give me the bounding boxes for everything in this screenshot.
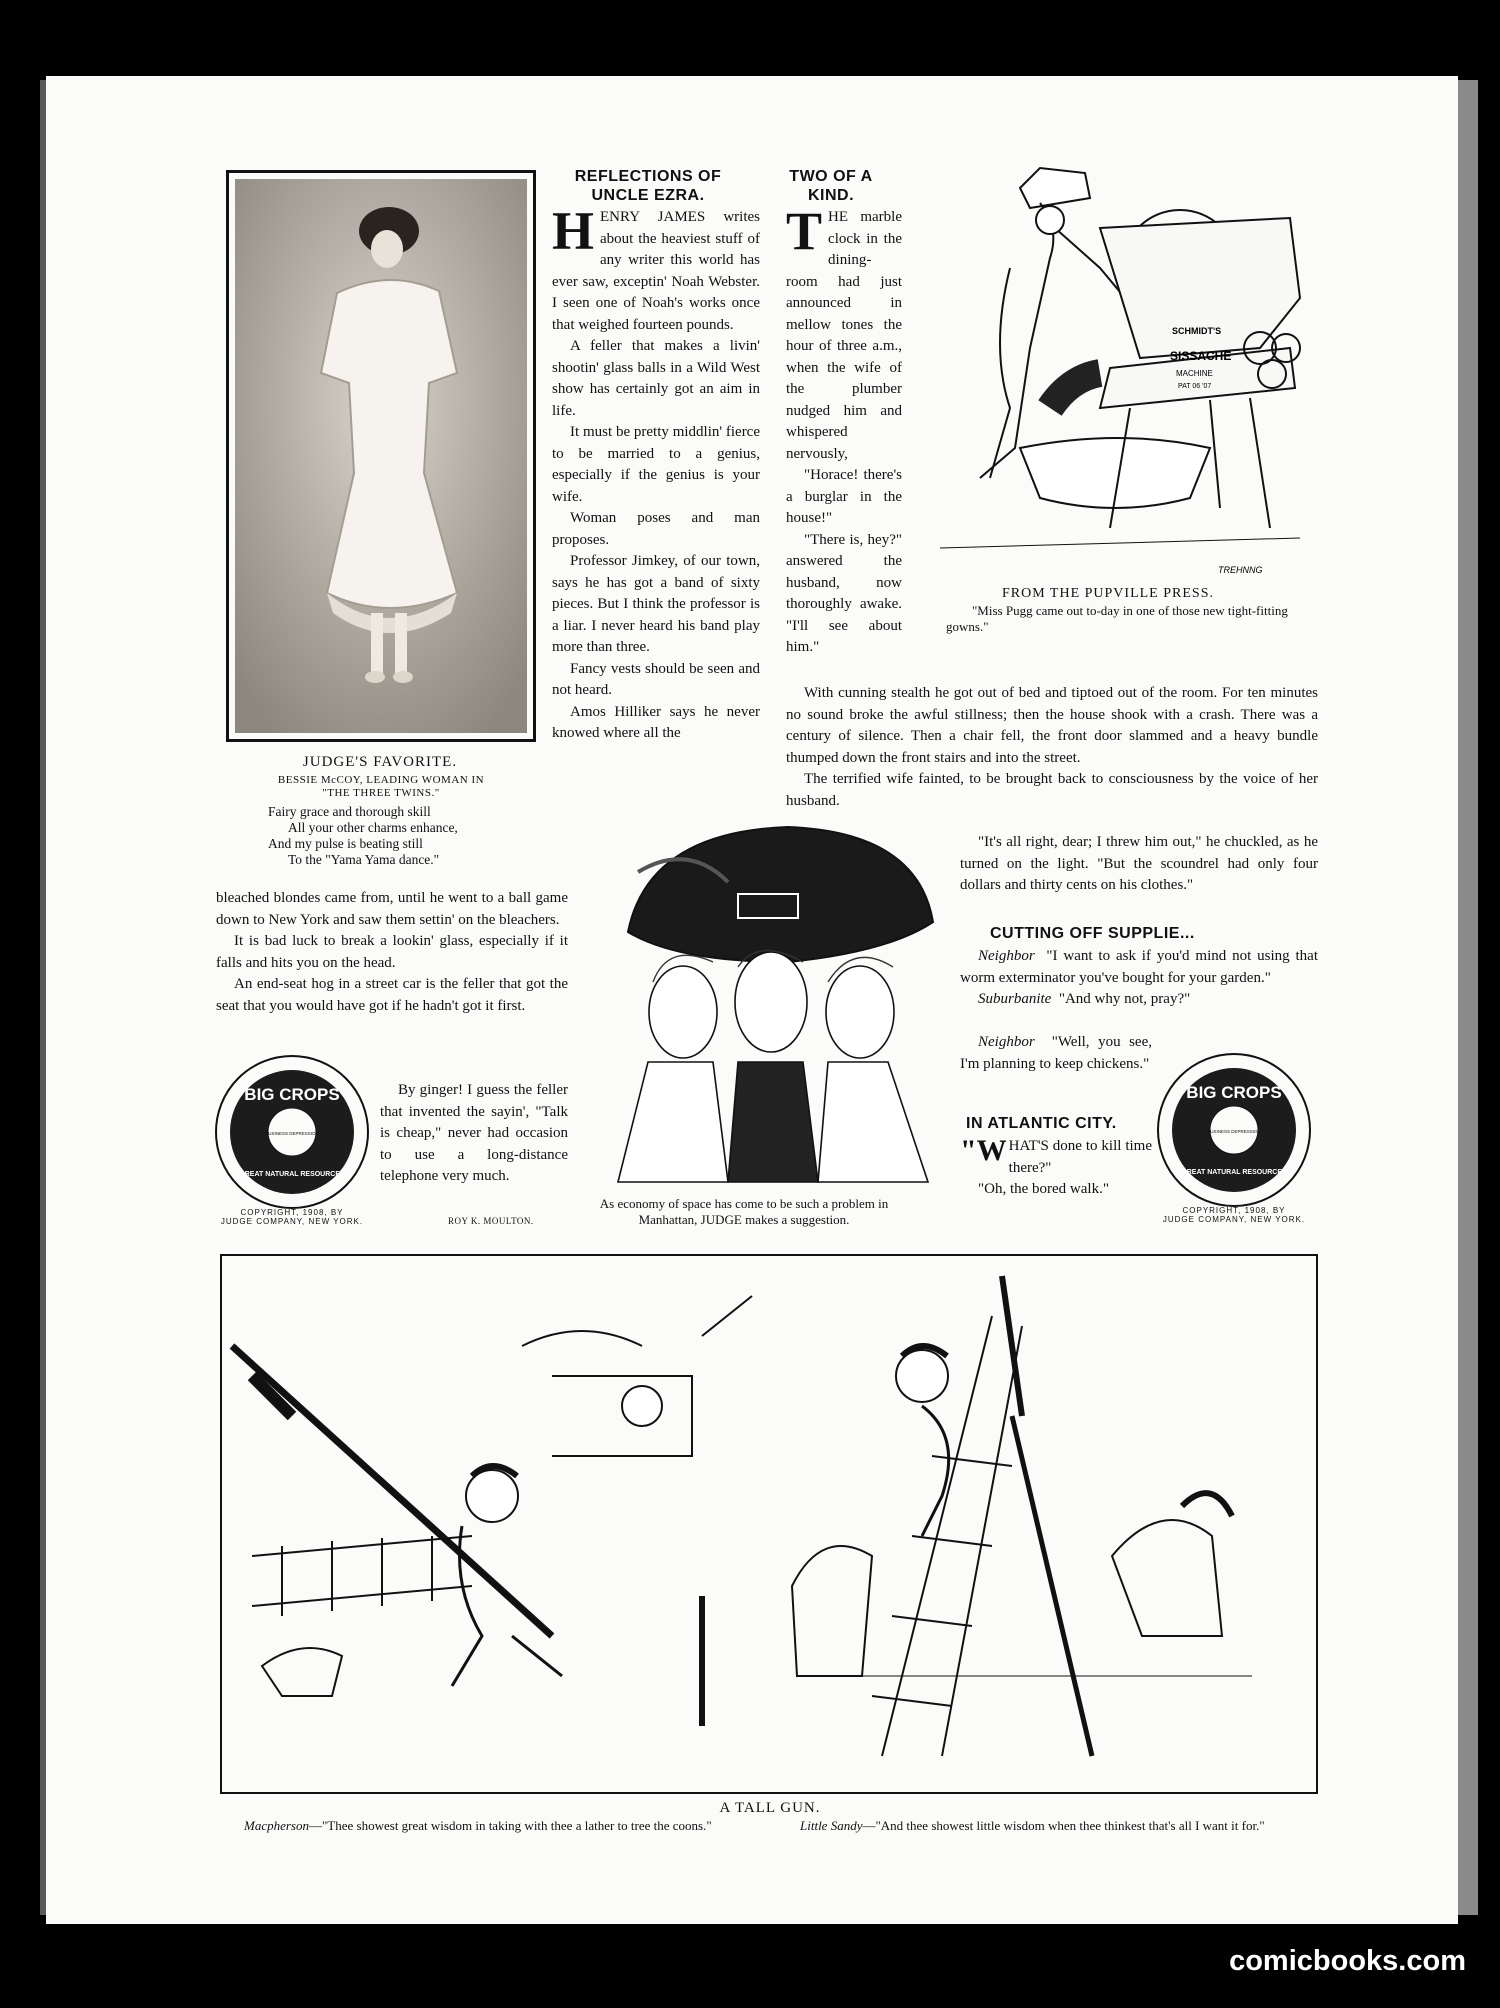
atlantic-paragraph xyxy=(960,1136,1152,1179)
atlantic-paragraph: "Oh, the bored walk." xyxy=(978,1181,1109,1197)
pupville-caption: "Miss Pugg came out to-day in one of those new tight-fitting gowns." xyxy=(946,603,1288,634)
portrait-photo xyxy=(229,173,533,739)
speaker-label: Macpherson xyxy=(244,1818,309,1833)
supplies-paragraph xyxy=(960,989,1318,1011)
sausage-machine-drawing xyxy=(920,148,1320,575)
favorite-title: JUDGE'S FAVORITE. xyxy=(302,754,458,770)
atlantic-column xyxy=(960,1136,1152,1201)
copyright-line: JUDGE COMPANY, NEW YORK. xyxy=(1162,1215,1306,1224)
favorite-poem xyxy=(268,804,528,868)
caption-indent xyxy=(768,1818,800,1833)
site-watermark: comicbooks.com xyxy=(1229,1945,1466,1977)
seal-drawing xyxy=(1154,1050,1314,1210)
drop-cap-letter: W xyxy=(976,1134,1007,1167)
pupville-title: FROM THE PUPVILLE PRESS. xyxy=(1001,586,1214,601)
machine-label-4: PAT 06 '07 xyxy=(1178,383,1212,390)
three-women-hat-illustration xyxy=(588,812,948,1192)
ezra-paragraph: Professor Jimkey, of our town, says he has got a band of sixty pieces. But I think the professor is a liar. I never heard his band play more than three. xyxy=(552,553,760,655)
seal-copyright-right xyxy=(1152,1206,1316,1224)
seal-center-text: BUSINESS DEPRESSION xyxy=(1207,1129,1261,1134)
dialogue-text: "Well, you see, I'm planning to keep chickens." xyxy=(960,1034,1152,1072)
poem-line: To the "Yama Yama dance." xyxy=(288,852,440,867)
seal-ring-text: GREAT NATURAL RESOURCES xyxy=(1181,1169,1287,1176)
ezra-paragraph: It must be pretty middlin' fierce to be married to a genius, especially if the genius is your wife. xyxy=(552,424,760,505)
ezra-byline: ROY K. MOULTON. xyxy=(448,1216,534,1226)
two-kind-paragraph xyxy=(786,201,902,465)
seal-center-text: BUSINESS DEPRESSION xyxy=(265,1131,319,1136)
machine-label-3: MACHINE xyxy=(1176,369,1213,378)
big-crops-seal-left xyxy=(212,1052,372,1217)
supplies-heading: CUTTING OFF SUPPLIE... xyxy=(990,925,1195,942)
machine-label-2: SISSACHE xyxy=(1170,349,1232,363)
hats-drawing xyxy=(588,812,948,1192)
tall-gun-cartoon-frame xyxy=(220,1254,1318,1794)
portrait-frame xyxy=(226,170,536,742)
two-kind-end-column xyxy=(960,832,1318,897)
ezra-paragraph: Fancy vests should be seen and not heard. xyxy=(552,660,760,698)
supplies-column xyxy=(960,946,1318,1011)
seal-copyright-left xyxy=(210,1208,374,1226)
poem-line: All your other charms enhance, xyxy=(288,820,458,835)
ezra-paragraph: A feller that makes a livin' shootin' glass balls in a Wild West show has certainly got an aim in life. xyxy=(552,338,760,419)
open-quote: " xyxy=(960,1134,977,1167)
hats-caption: As economy of space has come to be such a problem in Manhattan, JUDGE makes a suggestion. xyxy=(599,1196,889,1227)
page-right-edge xyxy=(1458,80,1478,1915)
supplies-paragraph xyxy=(960,1032,1152,1075)
speaker-label: Suburbanite xyxy=(978,991,1052,1007)
ezra-paragraph: By ginger! I guess the feller that invented the sayin', "Talk is cheap," never had occasion to use a long-distance telephone very much. xyxy=(380,1082,568,1184)
favorite-subtitle-2: "THE THREE TWINS." xyxy=(322,787,440,799)
dialogue-text: "And why not, pray?" xyxy=(1058,991,1191,1007)
sausage-machine-illustration xyxy=(920,148,1320,575)
poem-line: And my pulse is beating still xyxy=(268,836,423,851)
seal-main-text: BIG CROPS xyxy=(1186,1083,1282,1102)
two-kind-paragraph: With cunning stealth he got out of bed and tiptoed out of the room. For ten minutes no sound broke the awful stillness; then the house shook with a crash. There was a century of silence. Then a chair fell, the front door slammed and a heavy bundle thumped down the front stairs and into the street. xyxy=(786,685,1318,766)
supplies-paragraph xyxy=(960,946,1318,989)
ezra-paragraph xyxy=(552,201,760,336)
seal-ring-text: GREAT NATURAL RESOURCES xyxy=(239,1171,345,1178)
two-kind-paragraph: The terrified wife fainted, to be brought back to consciousness by the voice of her husband. xyxy=(786,771,1318,809)
ezra-paragraph: Woman poses and man proposes. xyxy=(552,510,760,548)
drop-cap xyxy=(960,1136,1007,1166)
two-kind-heading-line: KIND. xyxy=(807,187,855,204)
dialogue-text: "I want to ask if you'd mind not using that worm exterminator you've bought for your garden." xyxy=(960,948,1318,986)
tall-gun-cartoon xyxy=(222,1256,1316,1792)
ezra-paragraph: bleached blondes came from, until he went to a ball game down to New York and saw them settin' on the bleachers. xyxy=(216,890,568,928)
two-kind-heading-line: TWO OF A xyxy=(789,168,873,185)
atlantic-text: HAT'S done to kill time there?" xyxy=(1008,1138,1152,1176)
artist-signature: TREHNNG xyxy=(1218,565,1263,575)
seal-main-text: BIG CROPS xyxy=(244,1085,340,1104)
ezra-column xyxy=(552,201,760,745)
ezra-heading xyxy=(548,167,748,205)
tall-gun-right-caption xyxy=(768,1818,1316,1834)
seal-drawing xyxy=(212,1052,372,1212)
ezra-paragraph: It is bad luck to break a lookin' glass, especially if it falls and hits you on the head. xyxy=(216,933,568,971)
ezra-heading-line: REFLECTIONS OF xyxy=(574,168,722,185)
tall-gun-left-caption xyxy=(216,1818,762,1834)
two-kind-paragraph: "Horace! there's a burglar in the house!" xyxy=(786,467,902,526)
ezra-continued-column xyxy=(216,888,568,1017)
caption-text: —"Thee showest great wisdom in taking with thee a lather to tree the coons." xyxy=(309,1818,712,1833)
two-kind-first-text: HE marble clock in the dining-room had just announced in mellow tones the hour of three a.m., when the wife of the plumber nudged him and whispered nervously, xyxy=(786,209,902,462)
speaker-label: Neighbor xyxy=(978,1034,1035,1050)
speaker-label: Neighbor xyxy=(978,948,1035,964)
copyright-line: COPYRIGHT, 1908, BY xyxy=(1182,1206,1286,1215)
two-kind-paragraph: "It's all right, dear; I threw him out," he chuckled, as he turned on the light. "But the scoundrel had only four dollars and thirty cents on his clothes." xyxy=(960,834,1318,893)
tall-gun-title: A TALL GUN. xyxy=(719,1800,821,1816)
favorite-subtitle-1: BESSIE McCOY, LEADING WOMAN IN xyxy=(277,774,485,786)
ezra-paragraph: Amos Hilliker says he never knowed where all the xyxy=(552,703,760,741)
poem-line: Fairy grace and thorough skill xyxy=(268,804,431,819)
machine-label-1: SCHMIDT'S xyxy=(1172,326,1222,336)
drop-cap: T xyxy=(786,201,823,261)
ezra-continued-narrow xyxy=(380,1080,568,1188)
caption-indent xyxy=(216,1818,244,1833)
ezra-heading-line: UNCLE EZRA. xyxy=(591,187,705,204)
copyright-line: COPYRIGHT, 1908, BY xyxy=(240,1208,344,1217)
atlantic-heading: IN ATLANTIC CITY. xyxy=(966,1115,1117,1132)
speaker-label: Little Sandy xyxy=(800,1818,863,1833)
two-kind-heading xyxy=(776,167,886,205)
two-kind-narrow-column xyxy=(786,201,902,659)
supplies-column-narrow xyxy=(960,1032,1152,1075)
two-kind-wide-column xyxy=(786,683,1318,812)
copyright-line: JUDGE COMPANY, NEW YORK. xyxy=(220,1217,364,1226)
ezra-first-text: ENRY JAMES writes about the heaviest stuff of any writer this world has ever saw, exceptin' Noah Webster. I seen one of Noah's works once that weighed fourteen pounds. xyxy=(552,209,760,333)
big-crops-seal-right xyxy=(1154,1050,1314,1215)
ezra-paragraph: An end-seat hog in a street car is the feller that got the seat that you would have got if he hadn't got it first. xyxy=(216,976,568,1014)
drop-cap: H xyxy=(552,201,595,261)
caption-text: —"And thee showest little wisdom when thee thinkest that's all I want it for." xyxy=(862,1818,1265,1833)
two-kind-paragraph: "There is, hey?" answered the husband, now thoroughly awake. "I'll see about him." xyxy=(786,531,902,655)
